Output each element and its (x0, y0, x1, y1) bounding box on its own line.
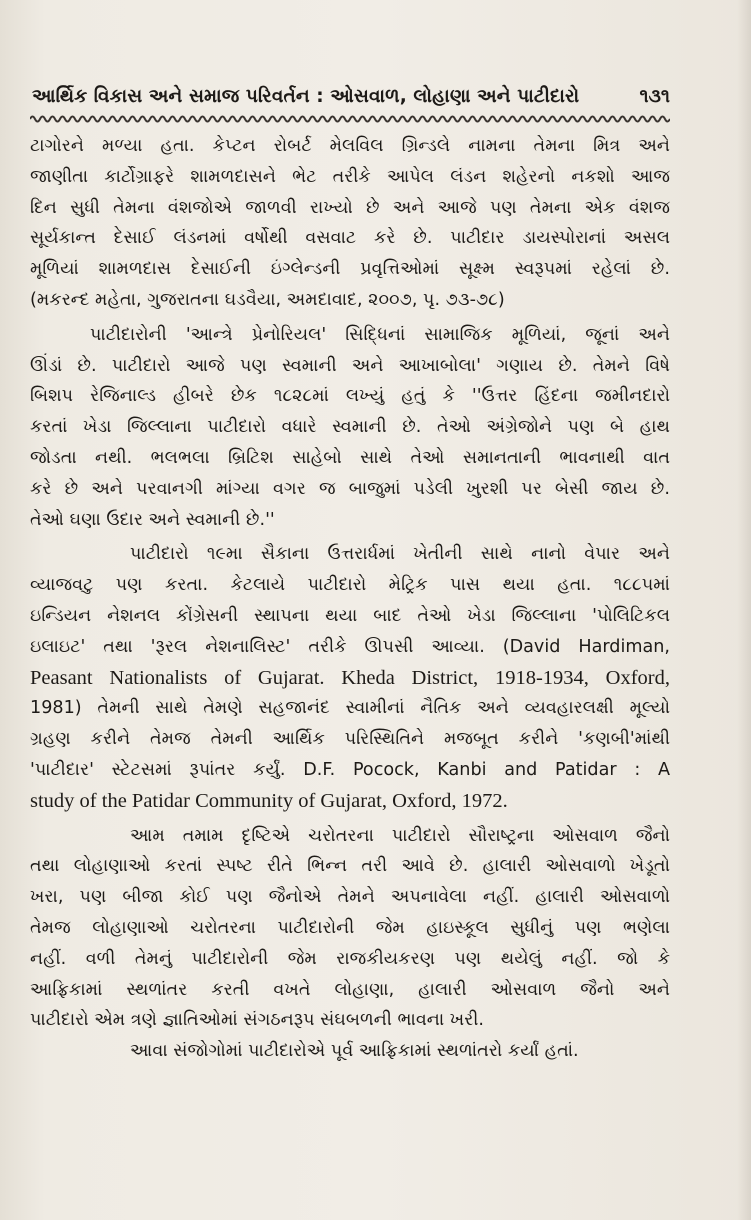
text-line: પાટીદારોની 'આન્ત્રે પ્રેનોરિયલ' સિદ્ધિનાં સામાજિક મૂળિયાં, જૂનાં અને (90, 324, 670, 345)
paragraph (30, 131, 670, 316)
text-line: ગ્રહણ કરીને તેમજ તેમની આર્થિક પરિસ્થિતિને મજબૂત કરીને 'કણબી'માંથી (30, 729, 670, 750)
text-line: ટાગોરને મળ્યા હતા. કેપ્ટન રોબર્ટ મેલવિલ ગ્રિન્ડલે નામના તેમના મિત્ર અને (30, 136, 670, 156)
text-line: જોડતા નથી. ભલભલા બ્રિટિશ સાહેબો સાથે તેઓ સમાનતાની ભાવનાથી વાત (30, 447, 670, 468)
text-line: ખરા, પણ બીજા કોઈ પણ જૈનોએ તેમને અપનાવેલા નહીં. હાલારી ઓસવાળો (30, 887, 670, 908)
text-line: કરતાં ખેડા જિલ્લાના પાટીદારો વધારે સ્વમાની છે. તેઓ અંગ્રેજોને પણ બે હાથ (30, 417, 670, 438)
text-line: 1981) તેમની સાથે તેમણે સહજાનંદ સ્વામીનાં નૈતિક અને વ્યવહારલક્ષી મૂલ્યો (30, 698, 670, 719)
page-edge-shadow (737, 0, 751, 1220)
text-line: પાટીદારો એમ ત્રણે જ્ઞાતિઓમાં સંગઠનરૂપ સંઘબળની ભાવના ખરી. (30, 1010, 484, 1031)
text-line: મૂળિયાં શામળદાસ દેસાઈની ઇંગ્લેન્ડની પ્રવૃત્તિઓમાં સૂક્ષ્મ સ્વરૂપમાં રહેલાં છે. (30, 259, 670, 280)
text-line: પાટીદારો ૧૯મા સૈકાના ઉત્તરાર્ધમાં ખેતીની સાથે નાનો વેપાર અને (130, 544, 670, 565)
text-line: ઊંડાં છે. પાટીદારો આજે પણ સ્વમાની અને આખાબોલા' ગણાય છે. તેમને વિષે (30, 355, 670, 376)
text-line: આફ્રિકામાં સ્થળાંતર કરતી વખતે લોહાણા, હાલારી ઓસવાળ જૈનો અને (30, 979, 670, 1000)
citation-line: (મકરન્દ મહેતા, ગુજરાતના ઘડવૈયા, અમદાવાદ, ૨૦૦૭, પૃ. ૭૩-૭૮) (30, 289, 505, 310)
text-line: જાણીતા કાર્ટોગ્રાફરે શામળદાસને ભેટ તરીકે આપેલ લંડન શહેરનો નકશો આજ (30, 166, 670, 187)
citation-line: study of the Patidar Community of Gujarat, Oxford, 1972. (30, 789, 508, 812)
citation-line: Peasant Nationalists of Gujarat. Kheda District, 1918-1934, Oxford, (30, 666, 670, 689)
text-line: કરે છે અને પરવાનગી માંગ્યા વગર જ બાજુમાં પડેલી ખુરશી પર બેસી જાય છે. (30, 478, 670, 499)
decorative-wavy-rule (30, 114, 670, 124)
text-line: તથા લોહાણાઓ કરતાં સ્પષ્ટ રીતે ભિન્ન તરી આવે છે. હાલારી ઓસવાળો ખેડૂતો (30, 856, 670, 877)
text-line: બિશપ રેજિનાલ્ડ હીબરે છેક ૧૮૨૮માં લખ્યું હતું કે ''ઉત્તર હિંદના જમીનદારો (30, 386, 670, 407)
text-line: દિન સુધી તેમના વંશજોએ જાળવી રાખ્યો છે અને આજે પણ તેમના એક વંશજ (30, 197, 670, 218)
text-line: ઇલાઇટ' તથા 'રૂરલ નેશનાલિસ્ટ' તરીકે ઊપસી આવ્યા. (David Hardiman, (30, 636, 670, 657)
text-line: વ્યાજવટુ પણ કરતા. કેટલાયે પાટીદારો મેટ્રિક પાસ થયા હતા. ૧૮૮૫માં (30, 575, 670, 596)
text-line: ઇન્ડિયન નેશનલ કોંગ્રેસની સ્થાપના થયા બાદ તેઓ ખેડા જિલ્લાના 'પોલિટિકલ (30, 605, 670, 626)
text-line: સૂર્યકાન્ત દેસાઈ લંડનમાં વર્ષોથી વસવાટ કરે છે. પાટીદાર ડાયસ્પોરાનાં અસલ (30, 228, 670, 249)
text-line: તેઓ ઘણા ઉદાર અને સ્વમાની છે.'' (30, 509, 275, 530)
text-line: 'પાટીદાર' સ્ટેટસમાં રૂપાંતર કર્યું. D.F. Pocock, Kanbi and Patidar : A (30, 759, 670, 780)
paragraph (30, 320, 670, 536)
paragraph (30, 539, 670, 816)
text-line: નહીં. વળી તેમનું પાટીદારોની જેમ રાજકીયકરણ પણ થયેલું નહીં. જો કે (30, 948, 670, 969)
text-line: આવા સંજોગોમાં પાટીદારોએ પૂર્વ આફ્રિકામાં સ્થળાંતરો કર્યાં હતાં. (130, 1041, 579, 1062)
text-line: આમ તમામ દૃષ્ટિએ ચરોતરના પાટીદારો સૌરાષ્ટ્રના ઓસવાળ જૈનો (130, 825, 670, 846)
paragraph (30, 1036, 670, 1067)
page-number: ૧૩૧ (639, 86, 670, 107)
running-header (22, 84, 670, 114)
paragraph (30, 821, 670, 1037)
text-line: તેમજ લોહાણાઓ ચરોતરના પાટીદારોની જેમ હાઇસ્કૂલ સુધીનું પણ ભણેલા (30, 917, 670, 938)
body-text (30, 131, 670, 1067)
chapter-title: આર્થિક વિકાસ અને સમાજ પરિવર્તન : ઓસવાળ, લોહાણા અને પાટીદારો (32, 86, 580, 107)
